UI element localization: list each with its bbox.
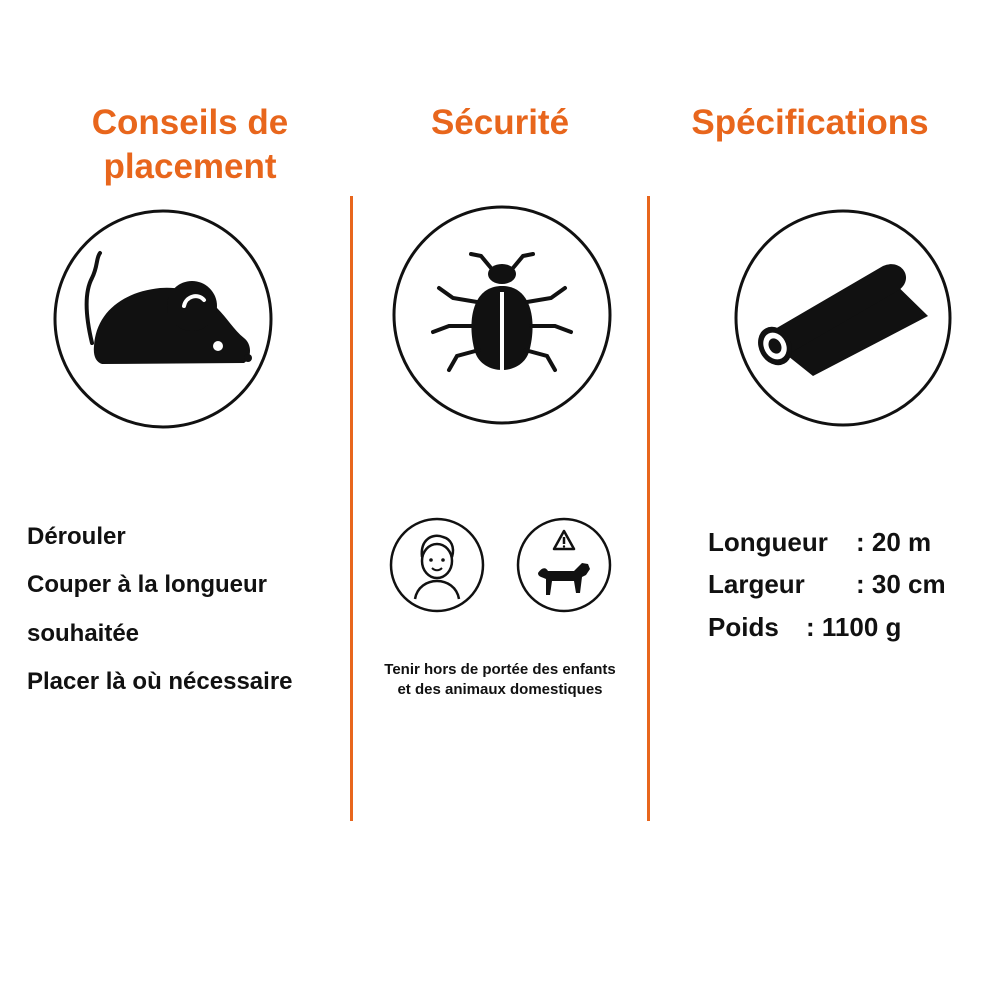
placement-step-2: Couper à la longueur	[27, 571, 268, 598]
spec-value-length: : 20 m	[856, 527, 932, 557]
placement-step-1: Dérouler	[27, 523, 126, 550]
placement-heading-line2: placement	[103, 147, 277, 186]
beetle-icon	[391, 204, 613, 426]
safety-warning	[352, 660, 648, 700]
security-heading: Sécurité	[430, 103, 570, 142]
placement-heading-line1: Conseils de	[91, 103, 289, 142]
safety-warning-line1: Tenir hors de portée des enfants	[384, 661, 616, 678]
placement-step-3: souhaitée	[27, 620, 140, 647]
spec-value-width: : 30 cm	[856, 569, 946, 599]
roll-icon	[733, 208, 953, 428]
spec-label-width: Largeur	[708, 569, 805, 599]
safety-warning-line2: et des animaux domestiques	[397, 681, 603, 698]
spec-label-weight: Poids	[708, 612, 779, 642]
specs-heading: Spécifications	[691, 103, 929, 142]
column-divider-right	[647, 196, 650, 821]
spec-value-weight: : 1100 g	[806, 612, 902, 642]
placement-step-4: Placer là où nécessaire	[27, 668, 293, 695]
child-icon	[389, 517, 485, 613]
mouse-icon	[52, 208, 274, 430]
dog-warning-icon	[516, 517, 612, 613]
spec-label-length: Longueur	[708, 527, 828, 557]
column-divider-left	[350, 196, 353, 821]
placement-heading	[40, 101, 340, 189]
